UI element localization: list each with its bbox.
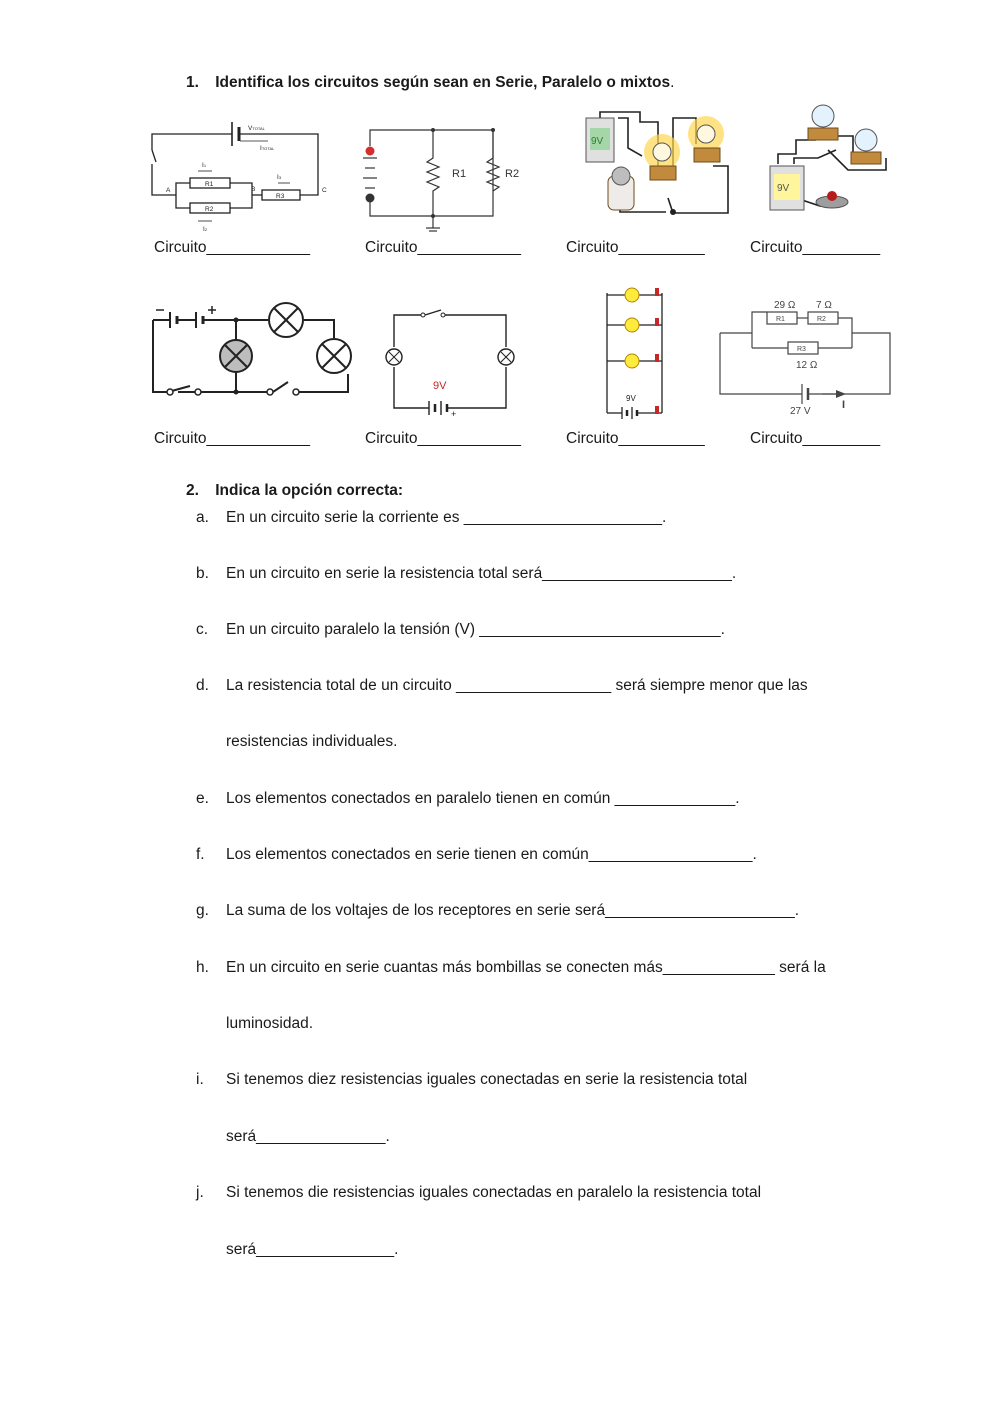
question-text: En un circuito en serie cuantas más bombillas se conecten más_____________ será la xyxy=(226,959,826,976)
d1-r2-label: R2 xyxy=(205,206,214,213)
question-letter: e. xyxy=(196,790,209,807)
d1-i1: I xyxy=(202,162,204,169)
d1-i1-sub: 1 xyxy=(203,163,207,168)
question-letter: a. xyxy=(196,509,209,526)
d1-r3-label: R3 xyxy=(276,193,285,200)
caption-circuit-4: Circuito_________ xyxy=(750,239,881,256)
question-text: Si tenemos diez resistencias iguales conectadas en serie la resistencia total xyxy=(226,1071,748,1088)
question-text: La resistencia total de un circuito __________________ será siempre menor que las xyxy=(226,677,808,694)
d1-r1-label: R1 xyxy=(205,181,214,188)
question-letter: c. xyxy=(196,621,209,638)
caption-circuit-1: Circuito____________ xyxy=(154,239,310,256)
question-text: Los elementos conectados en serie tienen en común___________________. xyxy=(226,846,757,863)
caption-circuit-6: Circuito____________ xyxy=(365,430,521,447)
d8-r1-label: R1 xyxy=(776,316,785,323)
caption-circuit-2: Circuito____________ xyxy=(365,239,521,256)
circuit-diagram-4 xyxy=(758,98,898,223)
d8-r1-value: 29 Ω xyxy=(774,300,796,311)
question-text: Los elementos conectados en paralelo tienen en común ______________. xyxy=(226,790,740,807)
d1-i3-sub: 3 xyxy=(278,175,282,180)
caption-circuit-8: Circuito_________ xyxy=(750,430,881,447)
d8-r3-value: 12 Ω xyxy=(796,360,818,371)
svg-text:ITOTAL xyxy=(260,145,275,152)
question-letter: b. xyxy=(196,565,209,582)
d1-itotal-sub: TOTAL xyxy=(261,146,275,151)
d1-vtotal-sub: TOTAL xyxy=(252,126,265,131)
svg-text:I2 xyxy=(203,226,208,233)
d6-battery-label: 9V xyxy=(433,380,447,392)
section-2-title: Indica la opción correcta: xyxy=(215,482,404,499)
d3-battery-label: 9V xyxy=(591,136,604,147)
question-text: En un circuito serie la corriente es _______________________. xyxy=(226,509,667,526)
section-1-number: 1. xyxy=(186,74,199,91)
d1-node-a: A xyxy=(166,187,171,194)
caption-circuit-7: Circuito__________ xyxy=(566,430,705,447)
d1-i3: I xyxy=(277,174,279,181)
d7-battery-label: 9V xyxy=(626,394,636,403)
d4-battery-label: 9V xyxy=(777,183,790,194)
circuit-diagram-2 xyxy=(355,120,535,235)
d8-r2-label: R2 xyxy=(817,316,826,323)
circuit-diagram-6 xyxy=(385,305,515,420)
question-letter: i. xyxy=(196,1071,204,1088)
section-1-heading xyxy=(186,74,674,92)
circuit-diagram-3 xyxy=(578,108,738,226)
question-letter: g. xyxy=(196,902,209,919)
question-letter: f. xyxy=(196,846,205,863)
section-2-heading xyxy=(186,482,403,500)
svg-text:VTOTAL xyxy=(248,125,266,132)
d8-source-label: 27 V xyxy=(790,406,811,417)
d1-i2: I xyxy=(203,226,205,233)
question-letter: j. xyxy=(196,1184,204,1201)
circuit-diagram-7 xyxy=(600,285,670,420)
svg-text:I3 xyxy=(277,174,282,181)
d8-current-label: I xyxy=(842,399,846,411)
svg-text:+: + xyxy=(451,409,457,419)
d1-node-b: B xyxy=(251,186,256,193)
question-j-continuation: será________________. xyxy=(226,1241,399,1258)
section-2-number: 2. xyxy=(186,482,199,499)
circuit-diagram-5 xyxy=(148,298,358,400)
d2-r2-label: R2 xyxy=(505,168,520,180)
question-h-continuation: luminosidad. xyxy=(226,1015,314,1032)
d1-itotal: I xyxy=(260,145,262,152)
question-text: La suma de los voltajes de los receptores en serie será______________________. xyxy=(226,902,800,919)
section-1-title: Identifica los circuitos según sean en Serie, Paralelo o mixtos xyxy=(215,74,671,91)
circuit-diagram-1 xyxy=(140,110,330,235)
question-i-continuation: será_______________. xyxy=(226,1128,390,1145)
section-1-period: . xyxy=(670,74,675,91)
d1-node-c: C xyxy=(322,187,327,194)
question-text: En un circuito paralelo la tensión (V) ____________________________. xyxy=(226,621,725,638)
d1-i2-sub: 2 xyxy=(204,227,208,232)
question-letter: d. xyxy=(196,677,209,694)
question-letter: h. xyxy=(196,959,209,976)
d8-r2-value: 7 Ω xyxy=(816,300,832,311)
question-text: En un circuito en serie la resistencia total será______________________. xyxy=(226,565,737,582)
svg-text:I1 xyxy=(202,162,207,169)
d2-r1-label: R1 xyxy=(452,168,467,180)
question-text: Si tenemos die resistencias iguales conectadas en paralelo la resistencia total xyxy=(226,1184,762,1201)
question-d-continuation: resistencias individuales. xyxy=(226,733,398,750)
caption-circuit-3: Circuito__________ xyxy=(566,239,705,256)
circuit-diagram-8 xyxy=(712,296,902,420)
caption-circuit-5: Circuito____________ xyxy=(154,430,310,447)
d1-vtotal: V xyxy=(248,125,253,132)
d8-r3-label: R3 xyxy=(797,346,806,353)
